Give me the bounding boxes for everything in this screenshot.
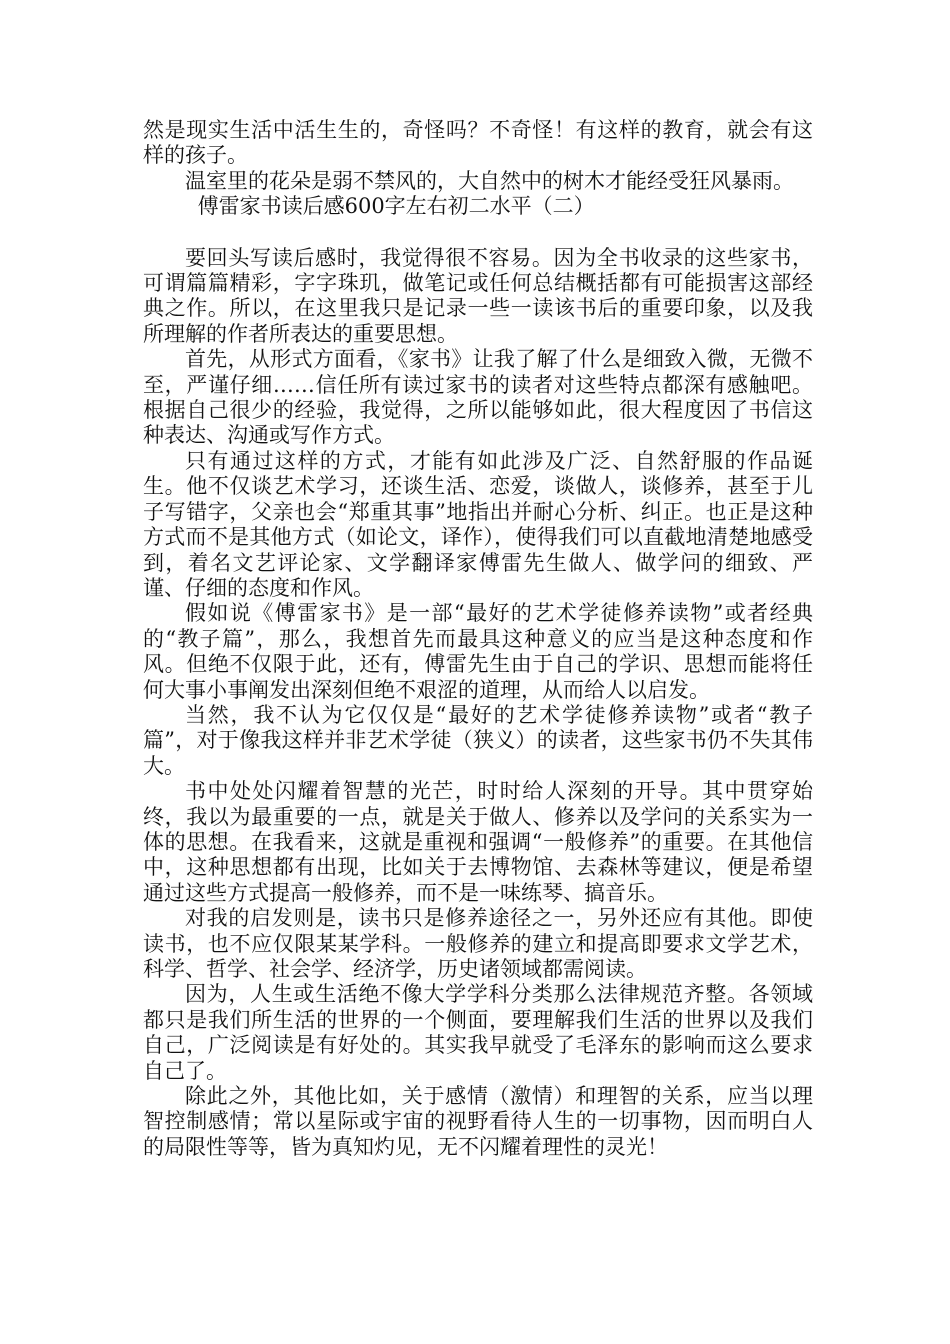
document-body (143, 118, 813, 1160)
paragraph-intro: 要回头写读后感时，我觉得很不容易。因为全书收录的这些家书，可谓篇篇精彩，字字珠玑，做笔记或任何总结概括都有可能损害这部经典之作。所以，在这里我只是记录一些一读该书后的重要印象，以及我所理解的作者所表达的重要思想。 (143, 245, 813, 346)
paragraph-reason: 除此之外，其他比如，关于感情（激情）和理智的关系，应当以理智控制感情；常以星际或宇宙的视野看待人生的一切事物，因而明白人的局限性等等，皆为真知灼见，无不闪耀着理性的灵光！ (143, 1084, 813, 1159)
paragraph-attitude: 假如说《傅雷家书》是一部“最好的艺术学徒修养读物”或者经典的“教子篇”，那么，我想首先而最具这种意义的应当是这种态度和作风。但绝不仅限于此，还有，傅雷先生由于自己的学识、思想而能将任何大事小事阐发出深刻但绝不艰涩的道理，从而给人以启发。 (143, 601, 813, 702)
paragraph-reading: 因为，人生或生活绝不像大学学科分类那么法律规范齐整。各领域都只是我们所生活的世界的一个侧面，要理解我们生活的世界以及我们自己，广泛阅读是有好处的。其实我早就受了毛泽东的影响而这么要求自己了。 (143, 982, 813, 1083)
paragraph-continuation: 然是现实生活中活生生的，奇怪吗？不奇怪！有这样的教育，就会有这样的孩子。 (143, 118, 813, 168)
paragraph-method: 只有通过这样的方式，才能有如此涉及广泛、自然舒服的作品诞生。他不仅谈艺术学习，还谈生活、恋爱，谈做人，谈修养，甚至于儿子写错字，父亲也会“郑重其事”地指出并耐心分析、纠正。也正是这种方式而不是其他方式（如论文，译作），使得我们可以直截地清楚地感受到，着名文艺评论家、文学翻译家傅雷先生做人、做学问的细致、严谨、仔细的态度和作风。 (143, 448, 813, 600)
paragraph-form: 首先，从形式方面看，《家书》让我了解了什么是细致入微，无微不至，严谨仔细……信任所有读过家书的读者对这些特点都深有感触吧。根据自己很少的经验，我觉得，之所以能够如此，很大程度因了书信这种表达、沟通或写作方式。 (143, 347, 813, 448)
paragraph-inspiration: 对我的启发则是，读书只是修养途径之一，另外还应有其他。即使读书，也不应仅限某某学科。一般修养的建立和提高即要求文学艺术，科学、哲学、社会学、经济学，历史诸领域都需阅读。 (143, 906, 813, 981)
paragraph-wisdom: 书中处处闪耀着智慧的光芒，时时给人深刻的开导。其中贯穿始终，我以为最重要的一点，就是关于做人、修养以及学问的关系实为一体的思想。在我看来，这就是重视和强调“一般修养”的重要。在其他信中，这种思想都有出现，比如关于去博物馆、去森林等建议，便是希望通过这些方式提高一般修养，而不是一味练琴、搞音乐。 (143, 779, 813, 905)
paragraph-greenhouse: 温室里的花朵是弱不禁风的，大自然中的树木才能经受狂风暴雨。 (185, 168, 794, 193)
section-heading: 傅雷家书读后感600字左右初二水平（二） (197, 194, 595, 219)
paragraph-greatness: 当然，我不认为它仅仅是“最好的艺术学徒修养读物”或者“教子篇”，对于像我这样并非艺术学徒（狭义）的读者，这些家书仍不失其伟大。 (143, 702, 813, 778)
